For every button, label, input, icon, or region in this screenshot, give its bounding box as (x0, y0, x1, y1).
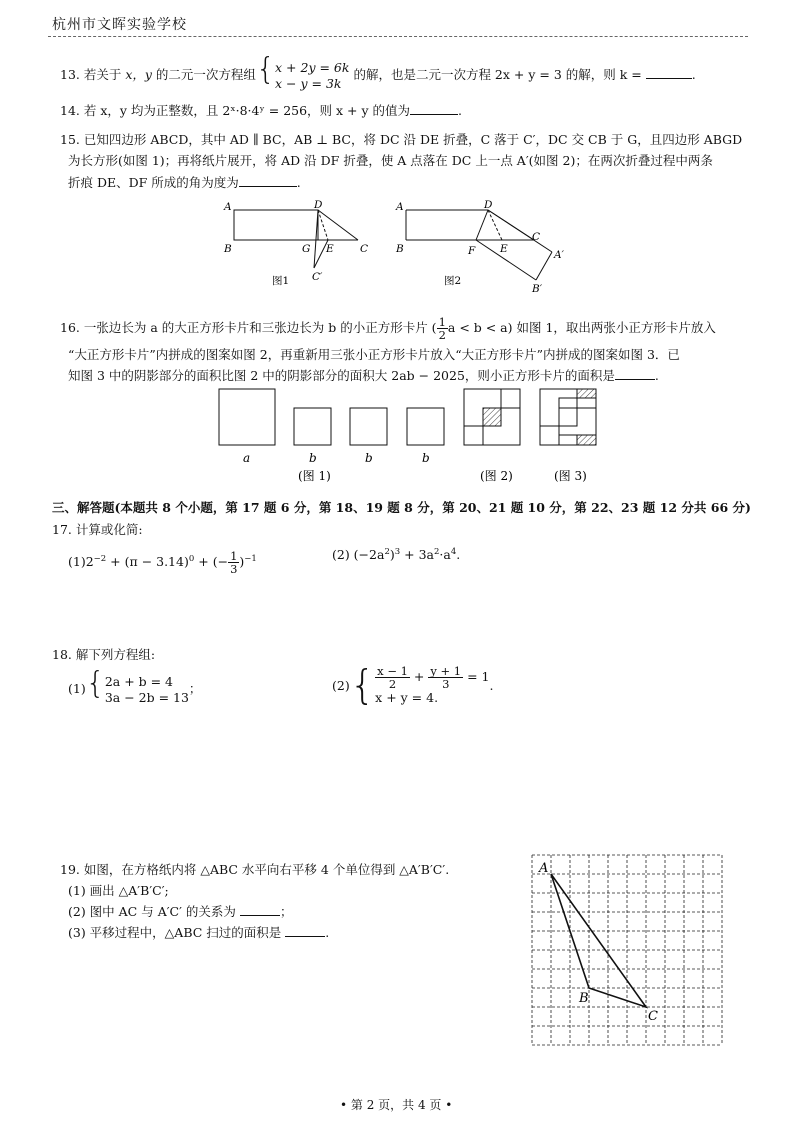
q18-p2-frac1 (375, 665, 410, 690)
fig1-segment-dc (318, 210, 358, 240)
figure-3-pattern (540, 389, 596, 445)
grid-label-b: B (579, 991, 589, 1006)
grid-label-a: A (539, 861, 549, 876)
fig2-label-d: D (484, 199, 493, 211)
caption-fig-3: (图 3) (554, 469, 587, 483)
q16-line3-text: 知图 3 中的阴影部分的面积比图 2 中的阴影部分的面积大 2ab − 2025，则小正方形卡片的面积是 (68, 368, 615, 383)
q15-end: . (296, 175, 301, 190)
q17-p2b: ) (389, 547, 395, 562)
q19-p2-answer-blank[interactable] (240, 903, 280, 916)
q19-p3b: . (325, 925, 330, 940)
caption-fig-1: (图 1) (298, 469, 331, 483)
q19-p3-answer-blank[interactable] (285, 924, 325, 937)
small-square-card-1 (294, 408, 331, 445)
fig1-label-d: D (314, 199, 323, 211)
q16-end: . (654, 368, 659, 383)
q17-p1-num: 1 (230, 549, 238, 563)
q18-p1-label: (1) (68, 681, 86, 696)
q18-p1-system (105, 674, 189, 706)
q17-p2-exp3: 2 (434, 546, 440, 557)
q15-line3-text: 折痕 DE、DF 所成的角为度为 (68, 175, 239, 190)
q16-line2: “大正方形卡片”内拼成的图案如图 2，再重新用三张小正方形卡片放入“大正方形卡片”内拼成的图案如图 3．已 (68, 347, 680, 362)
q14-answer-blank[interactable] (410, 102, 458, 115)
q15-line2: 为长方形(如图 1)；再将纸片展开，将 AD 沿 DF 折叠，使 A 点落在 DC 上一点 A′(如图 2)；在两次折叠过程中两条 (68, 153, 713, 168)
question-14 (60, 101, 462, 119)
q15-line1: 15. 已知四边形 ABCD，其中 AD ∥ BC，AB ⊥ BC，将 DC 沿 DE 折叠，C 落于 C′，DC 交 CB 于 G，且四边形 ABGD (60, 132, 743, 147)
q18-title: 18. 解下列方程组: (52, 647, 156, 662)
q19-part-1: (1) 画出 △A′B′C′; (68, 883, 169, 898)
fig2-label-b-prime: B′ (532, 283, 543, 295)
q15-figure-2 (392, 196, 572, 296)
big-square-card (219, 389, 275, 445)
q15-answer-blank[interactable] (239, 174, 297, 187)
figure-2-pattern (464, 389, 520, 445)
q16-fraction (437, 316, 448, 341)
fig2-label-f: F (468, 245, 476, 257)
question-13 (60, 52, 696, 92)
q16-frac-den: 2 (438, 328, 446, 342)
q17-part-1 (68, 550, 257, 575)
q18-p1-eq1: 2a + b = 4 (104, 673, 174, 689)
fig2-segment-a1b1 (536, 252, 552, 280)
q18-p2-d2: 3 (442, 677, 450, 691)
q17-p1-exp1: −2 (93, 553, 107, 564)
fig2-fold-df (476, 210, 488, 240)
school-name: 杭州市文晖实验学校 (52, 17, 187, 33)
q19-p2a: (2) 图中 AC 与 A′C′ 的关系为 (68, 904, 236, 919)
fig2-label-a-prime: A′ (554, 249, 564, 261)
q14-end: . (458, 103, 463, 118)
square-grid (532, 855, 722, 1045)
label-a: a (243, 451, 251, 465)
q18-p2-end: . (489, 678, 494, 693)
page-footer: • 第 2 页，共 4 页 • (340, 1098, 453, 1112)
q18-p1-eq2: 3a − 2b = 13 (104, 689, 189, 705)
q13-prefix: 13. 若关于 (60, 67, 126, 82)
label-b-2: b (365, 451, 373, 465)
q18-p2-label: (2) (332, 678, 350, 693)
q13-eq1: x + 2y = 6k (275, 59, 350, 75)
q18-part-1 (68, 666, 202, 706)
q16-frac-num: 1 (438, 315, 446, 329)
q16-line1 (60, 316, 716, 341)
fig1-fold-de (318, 210, 328, 240)
q16-figures (214, 384, 614, 484)
fig1-label-a: A (224, 201, 232, 213)
fig3-shade-top (577, 389, 596, 398)
small-square-card-2 (350, 408, 387, 445)
q13-answer-blank[interactable] (646, 66, 692, 79)
fig2-label-e: E (500, 243, 508, 255)
q17-p1c: + (− (194, 554, 229, 569)
fig1-caption: 图1 (272, 275, 290, 287)
q17-p1a: (1)2 (68, 554, 94, 569)
fig1-label-c: C (360, 243, 369, 255)
triangle-abc (551, 874, 646, 1007)
q17-p2-exp4: 4 (450, 546, 457, 557)
q18-p2-frac2 (428, 665, 463, 690)
q18-p2-n1: x − 1 (377, 664, 408, 678)
q15-figure-1 (222, 196, 372, 288)
q18-p2-eq: = 1 (463, 669, 490, 684)
q17-p1b: + (π − 3.14) (106, 554, 189, 569)
q17-p2e: . (456, 547, 461, 562)
fig2-label-b: B (396, 243, 404, 255)
q16-line1b: a < b < a) 如图 1，取出两张小正方形卡片放入 (447, 320, 716, 335)
header-divider (48, 36, 748, 37)
q16-line1a: 16. 一张边长为 a 的大正方形卡片和三张边长为 b 的小正方形卡片 ( (60, 320, 437, 335)
q17-p2-exp1: 2 (384, 546, 390, 557)
q18-p1-end: ； (188, 681, 202, 696)
fig1-segment-dc1 (314, 210, 318, 268)
q17-p2c: + 3a (400, 547, 434, 562)
q17-p1-den: 3 (230, 562, 238, 576)
q13-end: . (691, 67, 696, 82)
q18-p2-brace: { (349, 662, 376, 709)
q18-p2-eq2: x + y = 4. (375, 690, 439, 705)
q13-vars: x，y (125, 67, 152, 82)
fig2-overlap-shade (483, 408, 501, 426)
fig1-label-c-prime: C′ (312, 271, 323, 283)
fig2-segment-da1 (488, 210, 552, 252)
q18-p2-n2: y + 1 (430, 664, 462, 678)
label-b-3: b (422, 451, 430, 465)
q15-line3 (68, 173, 301, 191)
q19-part-3 (68, 923, 329, 941)
q17-part-2 (332, 547, 460, 562)
q17-p1d: ) (239, 554, 245, 569)
small-square-card-3 (407, 408, 444, 445)
q17-p1-exp2: 0 (188, 553, 195, 564)
fig1-rectangle-abgd (234, 210, 318, 240)
q18-part-2 (332, 662, 494, 709)
fig2-label-c: C (532, 231, 541, 243)
q19-title: 19. 如图，在方格纸内将 △ABC 水平向右平移 4 个单位得到 △A′B′C′. (60, 862, 450, 877)
caption-fig-2: (图 2) (480, 469, 513, 483)
q17-p2d: ·a (439, 547, 451, 562)
q18-p2-system (375, 665, 489, 706)
fig2-caption: 图2 (444, 275, 462, 287)
q17-p2a: (2) (−2a (332, 547, 385, 562)
q14-text: 14. 若 x，y 均为正整数，且 2ˣ·8·4ʸ = 256，则 x + y 的值为 (60, 103, 411, 118)
q19-part-2 (68, 902, 292, 920)
fig1-label-g: G (302, 243, 311, 255)
q13-mid: 的二元一次方程组 (151, 67, 256, 82)
q17-p1-exp3: −1 (244, 553, 257, 564)
q18-p1-brace: { (85, 666, 105, 701)
q17-p1-fraction (228, 550, 239, 575)
q17-p2-exp2: 3 (394, 546, 401, 557)
fig3-shade-bottom (577, 435, 596, 445)
section-3-title: 三、解答题(本题共 8 个小题，第 17 题 6 分，第 18、19 题 8 分，第 20、21 题 10 分，第 22、23 题 12 分共 66 分) (52, 500, 751, 515)
q18-p2-plus: + (409, 669, 429, 684)
q16-answer-blank[interactable] (615, 367, 655, 380)
fig2-label-a: A (396, 201, 404, 213)
q13-system (275, 60, 349, 92)
q17-title: 17. 计算或化简: (52, 522, 143, 537)
fig1-label-b: B (224, 243, 232, 255)
q18-p2-row1 (375, 664, 490, 691)
q19-grid-figure (530, 850, 730, 1050)
fig1-label-e: E (326, 243, 334, 255)
grid-label-c: C (648, 1009, 658, 1024)
q13-brace: { (255, 52, 276, 87)
q18-p2-d1: 2 (388, 677, 397, 691)
q13-eq2: x − y = 3k (275, 75, 342, 91)
label-b-1: b (309, 451, 317, 465)
q13-suffix: 的解，也是二元一次方程 2x + y = 3 的解，则 k = (349, 67, 646, 82)
q16-line3 (68, 366, 659, 384)
q19-p2b: ； (279, 904, 293, 919)
q19-p3a: (3) 平移过程中，△ABC 扫过的面积是 (68, 925, 282, 940)
